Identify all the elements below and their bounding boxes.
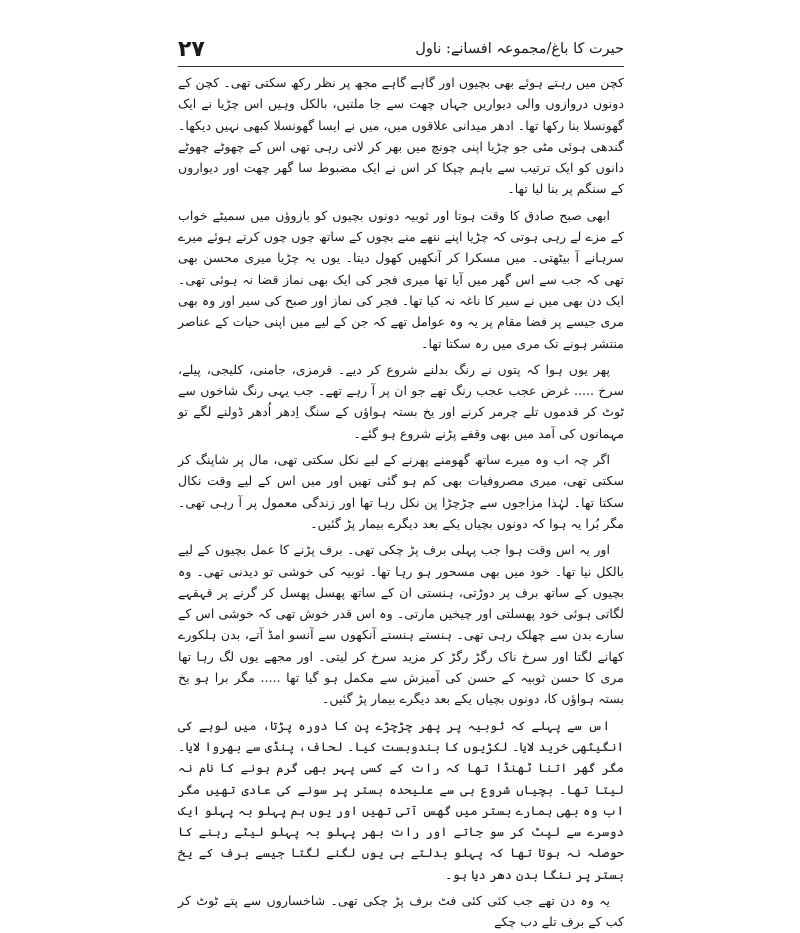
paragraph-4: اگر چہ اب وہ میرے ساتھ گھومنے پھرنے کے لیے نکل سکتی تھی، مال پر شاپنگ کر سکتی تھی، میری مصروفیات بھی کم ہو گئی تھیں اور میں اس کے لیے وقت نکال سکتا تھا۔ لہٰذا مزاجوں سے چڑچڑا پن نکل رہا تھا اور زندگی معمول پر آ رہی تھی۔ مگر بُرا یہ ہوا کہ دونوں بچیاں یکے بعد دیگرے بیمار پڑ گئیں۔ (178, 452, 624, 531)
paragraph-5: اور یہ اس وقت ہوا جب پہلی برف پڑ چکی تھی۔ برف پڑنے کا عمل بچیوں کے لیے بالکل نیا تھا۔ خود میں بھی مسحور ہو رہا تھا۔ ثوبیہ کی خوشی تو دیدنی تھی۔ وہ بچیوں کے ساتھ برف پر دوڑتی، ہنستی ان کے ساتھ پھسل پھسل کر گرنے پر قہقہے لگاتی ہوئی خود پھسلتی اور چیخیں مارتی۔ وہ اس قدر خوش تھی کہ خوشی اس کے سارے بدن سے چھلک رہی تھی۔ ہنستے ہنستے آنکھوں سے آنسو امڈ آتے، بدن ہلکورے کھانے لگتا اور سرخ ناک رگڑ رگڑ کر مزید سرخ کر لیتی۔ اور مجھے یوں لگ رہا تھا مری کا حسن ثوبیہ کے حسن کی آمیزش سے مکمل ہو گیا تھا ..... مگر برا ہو یخ بستہ ہواؤں کا، دونوں بچیاں یکے بعد دیگرے بیمار پڑ گئیں۔ (178, 542, 624, 707)
paragraph-6: اس سے پہلے کہ ثوبیہ پر پھر چڑچڑے پن کا دورہ پڑتا، میں لوہے کی انگیٹھی خرید لایا۔ لکڑیوں کا بندوبست کیا۔ لحاف، پنڈی سے بھروا لایا۔ مگر گھر اتنا ٹھنڈا تھا کہ رات کے کسی پہر بھی گرم ہونے کا نام نہ لیتا تھا۔ بچیاں شروع ہی سے علیحدہ بستر پر سونے کی عادی تھیں مگر اب وہ بھی ہمارے بستر میں گھس آتی تھیں اور یوں ہم پہلو بہ پہلو ایک دوسرے سے لپٹ کر سو جاتے اور رات بھر پہلو بہ پہلو لیٹے رہنے کا حوصلہ نہ ہوتا تھا کہ پہلو بدلتے ہی یوں لگنے لگتا جیسے برف کے یخ بستر پر ننگا بدن دھر دیا ہو۔ (178, 717, 624, 882)
paragraph-7: یہ وہ دن تھے جب کئی کئی فٹ برف پڑ چکی تھی۔ شاخساروں سے پتے ٹوٹ کر کب کے برف تلے دب چکے (178, 892, 624, 930)
page-header (178, 33, 624, 65)
running-title: حیرت کا باغ/مجموعہ افسانے: ناول (415, 41, 624, 57)
paragraph-3: پھر یوں ہوا کہ پتوں نے رنگ بدلنے شروع کر دیے۔ قرمزی، جامنی، کلیجی، پیلے، سرخ ..... غرض عجب عجب رنگ تھے جو ان پر آ رہے تھے۔ جب یہی رنگ شاخوں سے ٹوٹ کر قدموں تلے چرمر کرنے اور یخ بستہ ہواؤں کے سنگ اِدھر اُدھر ڈولنے لگے تو مہمانوں کی آمد میں بھی وقفے پڑنے شروع ہو گئے۔ (178, 361, 624, 441)
paragraph-2: ابھی صبح صادق کا وقت ہوتا اور ثوبیہ دونوں بچیوں کو بازوؤں میں سمیٹے خواب کے مزے لے رہی ہوتی کہ چڑیا اپنے ننھے منے بچوں کے ساتھ چوں چوں کرتے ہوئے میرے سرہانے آ بیٹھتی۔ میں مسکرا کر آنکھیں کھول دیتا۔ یوں یہ چڑیا میری محسن بھی تھی کہ جب سے اس گھر میں آیا تھا میری فجر کی ایک بھی نماز قضا نہ ہوئی تھی۔ ایک دن بھی میں نے سیر کا ناغہ نہ کیا تھا۔ فجر کی نماز اور صبح کی سیر اور وہ بھی مری جیسے پر فضا مقام پر یہ وہ عوامل تھے کہ جن کے لیے میں اپنی حیات کے عناصر منتشر ہونے تک مری میں رہ سکتا تھا۔ (178, 207, 624, 351)
header-rule (178, 66, 624, 67)
paragraph-1: کچن میں رہتے ہوئے بھی بچیوں اور گاہے گاہے مجھ پر نظر رکھ سکتی تھی۔ کچن کے دونوں دروازوں والی دیواریں جہاں چھت سے جا ملتیں، بالکل وہیں اس چڑیا نے ایک گھونسلا بنا رکھا تھا۔ ادھر میدانی علاقوں میں، میں نے ایسا گھونسلا کبھی نہیں دیکھا۔ گندھی ہوئی مٹی جو چڑیا اپنی چونچ میں بھر کر لاتی رہی تھی اس کے چھوٹے چھوٹے دانوں کو ایک ترتیب سے باہم چپکا کر اس نے ایک مضبوط سا گھر چھت اور دیواروں کے سنگم پر بنا لیا تھا۔ (178, 75, 624, 197)
body-text (178, 72, 624, 930)
page-number: ۲۷ (178, 36, 205, 62)
